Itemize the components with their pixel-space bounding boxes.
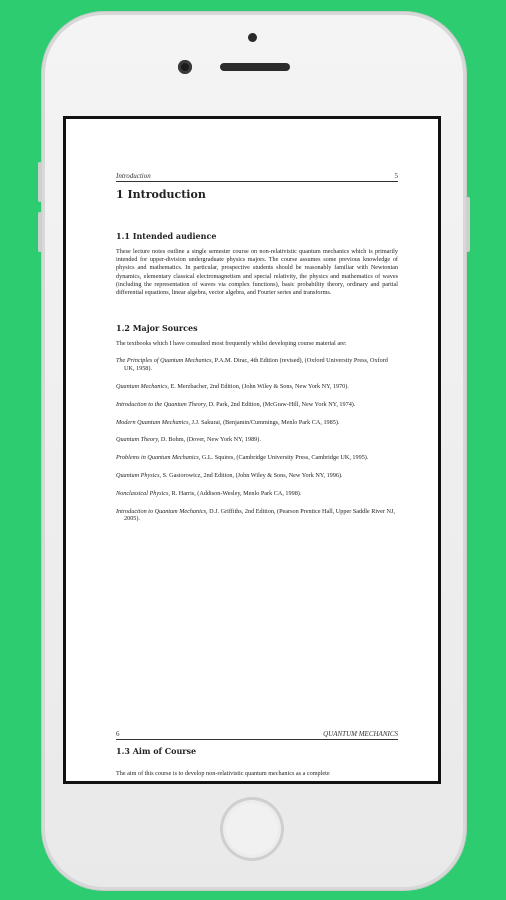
reference-details: G.L. Squires, (Cambridge University Press, Cambridge UK, 1995).: [200, 454, 369, 462]
reference-title: Modern Quantum Mechanics,: [116, 418, 191, 426]
page-number: 6: [116, 730, 120, 738]
reference-details: D. Bohm, (Dover, New York NY, 1989).: [159, 436, 261, 444]
running-header-title: QUANTUM MECHANICS: [323, 730, 398, 738]
reference-details: E. Merzbacher, 2nd Edition, (John Wiley & Sons, New York NY, 1970).: [168, 383, 349, 391]
reference-item: [116, 454, 398, 462]
reference-title: Quantum Mechanics,: [116, 383, 169, 391]
reference-title: Introduction to Quantum Mechanics,: [116, 507, 208, 515]
reference-details: J.J. Sakurai, (Benjamin/Cummings, Menlo Park CA, 1985).: [190, 418, 340, 426]
volume-button: [38, 212, 42, 252]
reference-title: Problems in Quantum Mechanics,: [116, 454, 201, 462]
reference-item: [116, 401, 398, 409]
reference-title: Quantum Theory,: [116, 436, 160, 444]
reference-details: R. Harris, (Addison-Wesley, Menlo Park CA, 1998).: [169, 489, 302, 497]
section-heading: 1.3 Aim of Course: [116, 746, 197, 756]
paragraph: The aim of this course is to develop non-relativistic quantum mechanics as a complete: [116, 770, 330, 777]
reference-details: P.A.M. Dirac, 4th Edition (revised), (Oxford University Press, Oxford UK, 1958).: [124, 357, 388, 373]
paragraph: These lecture notes outline a single semester course on non-relativistic quantum mechanics which is primarily intended for upper-division undergraduate physics majors. The course assumes some previous knowledge of physics and mathematics. In particular, prospective students should be reasonably familiar with Newtonian dynamics, elementary classical electromagnetism and special relativity, the physics and mathematics of waves (including the representation of waves via complex functions), basic probability theory, ordinary and partial differential equations, linear algebra, vector algebra, and Fourier series and transforms.: [116, 248, 398, 297]
section-heading: 1.2 Major Sources: [116, 323, 198, 334]
reference-item: [116, 357, 398, 373]
reference-item: [116, 419, 398, 427]
section-heading: 1.1 Intended audience: [116, 231, 217, 241]
reference-item: [116, 436, 398, 444]
running-header: [116, 172, 398, 182]
document-page-6: [116, 730, 398, 778]
reference-title: Nonclassical Physics,: [116, 489, 170, 497]
reference-item: [116, 472, 398, 480]
power-button: [466, 197, 470, 252]
document-page-5: [116, 172, 398, 533]
reference-title: Introduction to the Quantum Theory,: [116, 400, 208, 408]
home-button[interactable]: [220, 797, 284, 861]
reference-item: [116, 383, 398, 391]
reference-details: D.J. Griffiths, 2nd Edition, (Pearson Prentice Hall, Upper Saddle River NJ, 2005).: [124, 507, 395, 523]
reference-item: [116, 508, 398, 524]
running-header: [116, 730, 398, 740]
proximity-sensor: [248, 33, 257, 42]
reference-details: D. Park, 2nd Edition, (McGraw-Hill, New York NY, 1974).: [207, 400, 356, 408]
reference-details: S. Gasiorowicz, 2nd Edition, (John Wiley & Sons, New York NY, 1996).: [161, 472, 343, 479]
reference-item: [116, 490, 398, 498]
reference-title: The Principles of Quantum Mechanics,: [116, 357, 214, 365]
document-viewer[interactable]: [63, 116, 441, 784]
volume-button: [38, 162, 42, 202]
running-header-title: Introduction: [116, 172, 151, 180]
front-camera: [178, 60, 192, 74]
chapter-title: 1 Introduction: [116, 188, 206, 201]
earpiece-speaker: [220, 63, 290, 71]
paragraph: The textbooks which I have consulted most frequently whilst developing course material are:: [116, 340, 347, 348]
page-number: 5: [394, 172, 398, 180]
reference-title: Quantum Physics,: [116, 472, 162, 479]
reference-list: [116, 357, 398, 523]
